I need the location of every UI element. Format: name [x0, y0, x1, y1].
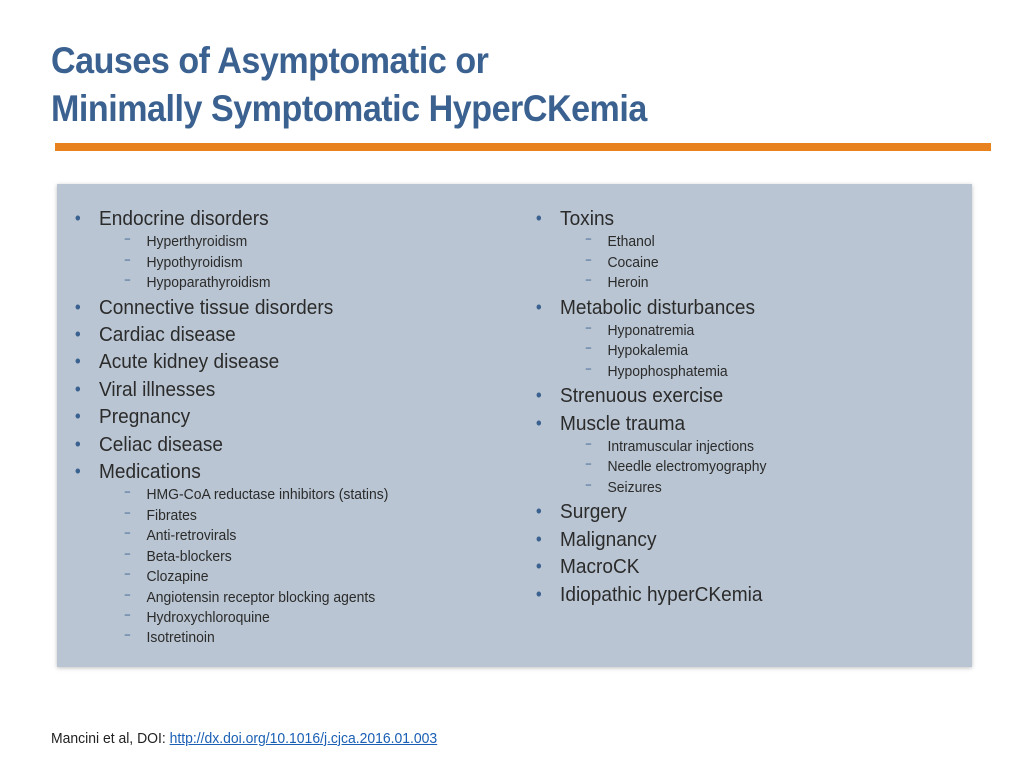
bullet-dot-icon: • — [74, 433, 81, 454]
bullet-label: Celiac disease — [99, 432, 224, 456]
bullet-label: Viral illnesses — [99, 377, 216, 401]
sub-item — [534, 253, 925, 273]
bullet-item — [534, 410, 925, 437]
sub-item — [73, 608, 482, 628]
sub-dash-icon: − — [585, 273, 592, 288]
bullet-item — [73, 376, 482, 403]
sub-dash-icon: − — [124, 546, 131, 561]
sub-item — [534, 478, 925, 498]
sub-item-label: Fibrates — [146, 506, 197, 524]
bullet-dot-icon: • — [535, 528, 542, 549]
bullet-label: Idiopathic hyperCKemia — [560, 582, 763, 606]
sub-dash-icon: − — [124, 526, 131, 541]
bullet-item — [73, 348, 482, 375]
bullet-label: Pregnancy — [99, 405, 191, 429]
sub-item-label: Heroin — [607, 274, 649, 292]
bullet-dot-icon: • — [535, 412, 542, 433]
sub-item-label: Hyponatremia — [607, 322, 695, 340]
bullet-dot-icon: • — [535, 583, 542, 604]
sub-item-label: Needle electromyography — [607, 458, 767, 476]
bullet-dot-icon: • — [74, 461, 81, 482]
bullet-dot-icon: • — [535, 501, 542, 522]
bullet-label: MacroCK — [560, 555, 640, 579]
sub-item-label: Isotretinoin — [146, 629, 215, 647]
sub-dash-icon: − — [124, 252, 131, 267]
bullet-label: Connective tissue disorders — [99, 295, 334, 319]
sub-item-label: Hypokalemia — [607, 342, 689, 360]
bullet-item — [73, 458, 482, 485]
bullet-label: Muscle trauma — [560, 411, 686, 435]
citation-prefix: Mancini et al, DOI: — [51, 730, 170, 747]
sub-item — [534, 232, 925, 252]
bullet-item — [534, 205, 925, 232]
bullet-dot-icon: • — [74, 296, 81, 317]
sub-item-label: Angiotensin receptor blocking agents — [146, 588, 376, 606]
bullet-label: Strenuous exercise — [560, 384, 724, 408]
sub-list — [534, 321, 954, 382]
sub-dash-icon: − — [585, 457, 592, 472]
sub-item — [73, 253, 482, 273]
bullet-item — [73, 403, 482, 430]
slide-title — [51, 37, 647, 133]
sub-item-label: Hydroxychloroquine — [146, 608, 270, 626]
sub-item-label: Clozapine — [146, 568, 209, 586]
sub-item — [73, 232, 482, 252]
sub-item-label: HMG-CoA reductase inhibitors (statins) — [146, 486, 389, 504]
bullet-item — [534, 382, 925, 409]
bullet-label: Metabolic disturbances — [560, 295, 756, 319]
sub-item — [73, 588, 482, 608]
bullet-item — [73, 205, 482, 232]
bullet-item — [73, 321, 482, 348]
sub-item-label: Anti-retrovirals — [146, 527, 237, 545]
bullet-label: Cardiac disease — [99, 323, 236, 347]
bullet-item — [73, 431, 482, 458]
bullet-dot-icon: • — [535, 385, 542, 406]
bullet-label: Medications — [99, 460, 201, 484]
bullet-item — [73, 294, 482, 321]
bullet-item — [534, 553, 925, 580]
sub-dash-icon: − — [585, 341, 592, 356]
bullet-item — [534, 581, 925, 608]
sub-item — [73, 273, 482, 293]
sub-item-label: Hyperthyroidism — [146, 233, 248, 251]
sub-item-label: Cocaine — [607, 253, 659, 271]
sub-dash-icon: − — [585, 477, 592, 492]
sub-item — [534, 341, 925, 361]
sub-dash-icon: − — [585, 437, 592, 452]
sub-item-label: Hypoparathyroidism — [146, 274, 271, 292]
sub-dash-icon: − — [124, 607, 131, 622]
sub-list — [534, 232, 954, 293]
content-box — [57, 184, 972, 667]
sub-dash-icon: − — [585, 321, 592, 336]
title-line-2: Minimally Symptomatic HyperCKemia — [51, 88, 647, 129]
sub-item — [73, 506, 482, 526]
bullet-item — [534, 526, 925, 553]
bullet-label: Toxins — [560, 207, 615, 230]
sub-item-label: Hypothyroidism — [146, 253, 243, 271]
bullet-label: Acute kidney disease — [99, 350, 280, 374]
sub-item — [73, 628, 482, 648]
bullet-dot-icon: • — [74, 324, 81, 345]
sub-item-label: Seizures — [607, 478, 662, 496]
sub-item-label: Ethanol — [607, 233, 655, 251]
bullet-dot-icon: • — [74, 208, 81, 228]
sub-item — [73, 526, 482, 546]
bullet-label: Endocrine disorders — [99, 207, 269, 230]
sub-item-label: Intramuscular injections — [607, 438, 755, 456]
sub-item — [534, 321, 925, 341]
bullet-dot-icon: • — [74, 378, 81, 399]
citation-footnote — [51, 730, 437, 747]
sub-dash-icon: − — [124, 628, 131, 643]
bullet-item — [534, 294, 925, 321]
left-column — [73, 205, 513, 649]
bullet-dot-icon: • — [535, 556, 542, 577]
accent-rule — [55, 143, 991, 151]
sub-item — [73, 485, 482, 505]
sub-list — [534, 437, 954, 498]
right-column — [534, 205, 954, 608]
bullet-label: Malignancy — [560, 527, 657, 551]
bullet-dot-icon: • — [74, 351, 81, 372]
sub-dash-icon: − — [124, 505, 131, 520]
sub-item — [73, 567, 482, 587]
sub-item-label: Beta-blockers — [146, 547, 232, 565]
bullet-dot-icon: • — [535, 208, 542, 228]
sub-item — [534, 437, 925, 457]
sub-item — [73, 547, 482, 567]
sub-item — [534, 457, 925, 477]
title-line-1: Causes of Asymptomatic or — [51, 40, 489, 81]
doi-link[interactable]: http://dx.doi.org/10.1016/j.cjca.2016.01.003 — [169, 730, 438, 747]
bullet-label: Surgery — [560, 500, 627, 524]
bullet-dot-icon: • — [74, 406, 81, 427]
sub-dash-icon: − — [124, 567, 131, 582]
sub-dash-icon: − — [124, 485, 131, 500]
sub-list — [73, 485, 513, 648]
sub-dash-icon: − — [124, 273, 131, 288]
sub-dash-icon: − — [124, 232, 131, 247]
sub-item — [534, 362, 925, 382]
sub-dash-icon: − — [585, 361, 592, 376]
bullet-item — [534, 498, 925, 525]
sub-dash-icon: − — [585, 252, 592, 267]
sub-item-label: Hypophosphatemia — [607, 362, 728, 380]
bullet-dot-icon: • — [535, 296, 542, 317]
sub-dash-icon: − — [124, 587, 131, 602]
sub-list — [73, 232, 513, 293]
sub-dash-icon: − — [585, 232, 592, 247]
sub-item — [534, 273, 925, 293]
